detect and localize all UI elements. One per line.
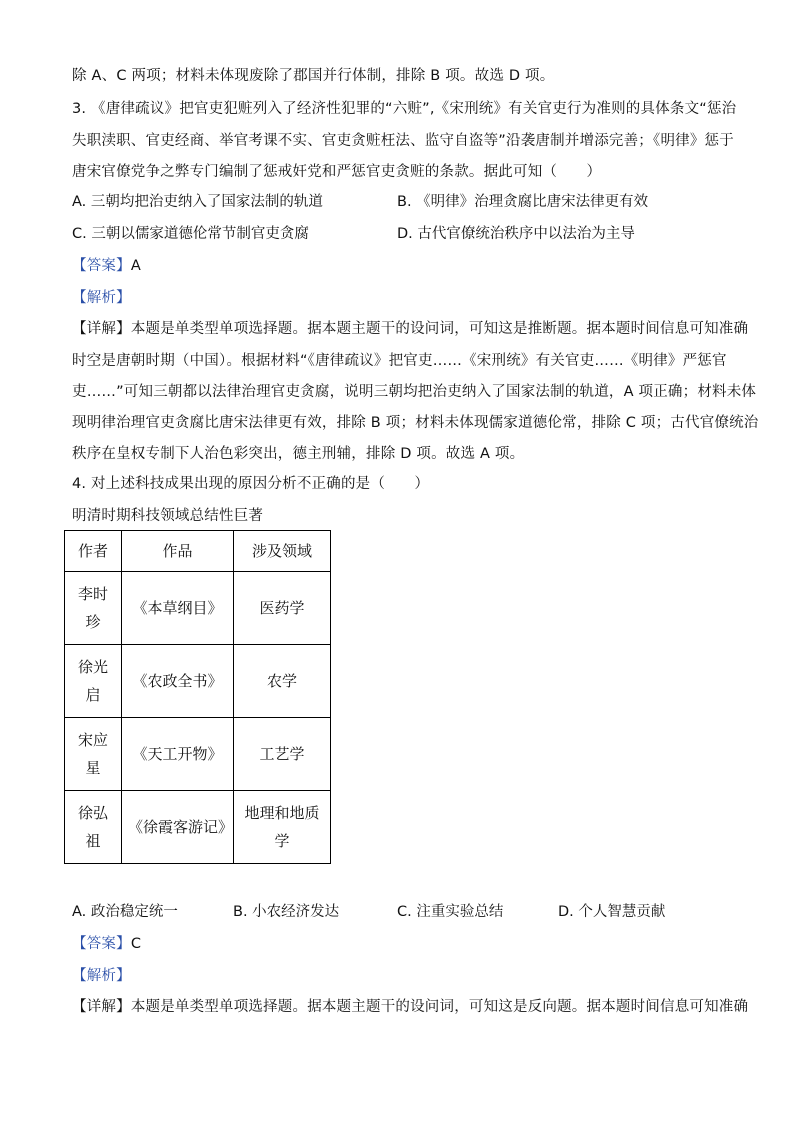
q3-option-b: B. 《明律》治理贪腐比唐宋法律更有效: [397, 194, 649, 210]
detail-text: 本题是单类型单项选择题。据本题主题干的设问词，可知这是反向题。据本题时间信息可知准确: [130, 999, 749, 1015]
author-line: 徐光: [77, 658, 108, 676]
text-line: 除 A、C 两项；材料未体现废除了郡国并行体制，排除 B 项。故选 D 项。: [72, 68, 555, 84]
field-line: 学: [274, 832, 290, 850]
table-row: [65, 718, 331, 791]
answer-label: 【答案】: [72, 936, 131, 952]
q3-detail-line: 吏……”可知三朝都以法律治理官吏贪腐，说明三朝均把治吏纳入了国家法制的轨道，A 项正确；材料未体: [72, 384, 757, 400]
table-title: 明清时期科技领域总结性巨著: [72, 508, 264, 524]
cell-work: 《农政全书》: [122, 645, 234, 718]
author-line: 星: [85, 759, 101, 777]
q4-option-b: B. 小农经济发达: [233, 904, 340, 920]
detail-text: 本题是单类型单项选择题。据本题主题干的设问词，可知这是推断题。据本题时间信息可知准确: [130, 321, 749, 337]
answer-value: C: [130, 936, 142, 952]
question-4-stem: 4. 对上述科技成果出现的原因分析不正确的是（ ）: [72, 476, 430, 492]
q4-analysis-label: [72, 966, 131, 986]
question-3-stem: 3. 《唐律疏议》把官吏犯赃列入了经济性犯罪的“六赃”,《宋刑统》有关官吏行为准则的具体条文“惩治: [72, 101, 737, 117]
cell-field: 农学: [234, 645, 331, 718]
cell-work: 《徐霞客游记》: [122, 791, 234, 864]
cell-author: [65, 572, 122, 645]
cell-author: [65, 645, 122, 718]
answer-label: 【答案】: [72, 258, 131, 274]
header-work: 作品: [122, 531, 234, 572]
q4-detail: [72, 997, 748, 1017]
q3-answer: [72, 256, 141, 276]
table-row: [65, 791, 331, 864]
cell-field: 工艺学: [234, 718, 331, 791]
question-3-stem-cont: 唐宋官僚党争之弊专门编制了惩戒奸党和严惩官吏贪赃的条款。据此可知（ ）: [72, 164, 602, 180]
q3-detail-line: 现明律治理官吏贪腐比唐宋法律更有效，排除 B 项；材料未体现儒家道德伦常，排除 C 项；古代官僚统治: [72, 415, 759, 431]
cell-work: 《本草纲目》: [122, 572, 234, 645]
analysis-label: 【解析】: [72, 290, 131, 306]
author-line: 启: [85, 686, 101, 704]
author-line: 李时: [77, 585, 108, 603]
table-row: [65, 645, 331, 718]
field-line: 地理和地质: [244, 804, 320, 822]
q3-option-d: D. 古代官僚统治秩序中以法治为主导: [397, 226, 635, 242]
author-line: 徐弘: [77, 804, 108, 822]
cell-field: [234, 791, 331, 864]
header-field: 涉及领域: [234, 531, 331, 572]
q3-analysis-label: [72, 288, 131, 308]
q4-answer: [72, 934, 141, 954]
author-line: 珍: [85, 613, 101, 631]
detail-label: 【详解】: [72, 999, 131, 1015]
cell-author: [65, 791, 122, 864]
cell-field: 医药学: [234, 572, 331, 645]
q3-option-c: C. 三朝以儒家道德伦常节制官吏贪腐: [72, 226, 309, 242]
q3-detail-line: 时空是唐朝时期（中国）。根据材料“《唐律疏议》把官吏……《宋刑统》有关官吏……《明律》严惩官: [72, 353, 727, 369]
author-line: 祖: [85, 832, 101, 850]
answer-value: A: [130, 258, 141, 274]
q3-option-a: A. 三朝均把治吏纳入了国家法制的轨道: [72, 194, 323, 210]
q3-detail: [72, 319, 748, 339]
question-3-stem-cont: 失职渎职、官吏经商、举官考课不实、官吏贪赃枉法、监守自盗等”沿袭唐制并增添完善；《明律》惩于: [72, 133, 734, 149]
q4-option-c: C. 注重实验总结: [397, 904, 504, 920]
analysis-label: 【解析】: [72, 968, 131, 984]
q4-option-d: D. 个人智慧贡献: [558, 904, 666, 920]
q3-detail-line: 秩序在皇权专制下人治色彩突出，德主刑辅，排除 D 项。故选 A 项。: [72, 446, 525, 462]
table-row: [65, 572, 331, 645]
cell-author: [65, 718, 122, 791]
table-header-row: [65, 531, 331, 572]
q4-option-a: A. 政治稳定统一: [72, 904, 178, 920]
header-author: 作者: [65, 531, 122, 572]
detail-label: 【详解】: [72, 321, 131, 337]
cell-work: 《天工开物》: [122, 718, 234, 791]
author-line: 宋应: [77, 731, 108, 749]
works-table: [64, 530, 331, 864]
